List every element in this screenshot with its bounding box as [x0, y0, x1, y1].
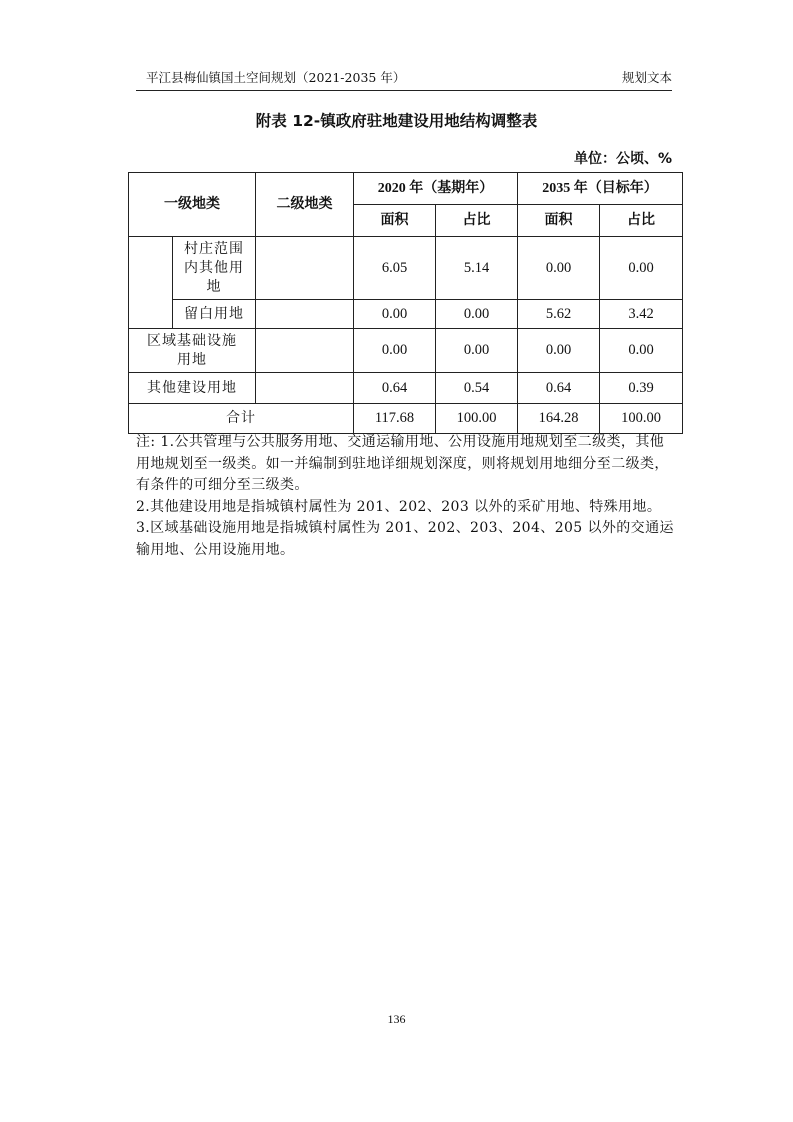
col-level1-header: 一级地类	[129, 173, 256, 237]
level1-sub-cell: 村庄范围内其他用地	[173, 237, 256, 300]
level2-cell	[256, 373, 354, 404]
area-2035-cell: 0.00	[518, 329, 600, 373]
table-row	[129, 237, 683, 300]
share-2020-cell: 0.00	[436, 329, 518, 373]
page-header	[136, 62, 672, 91]
area-2020-cell: 0.00	[354, 329, 436, 373]
header-doc-type: 规划文本	[621, 70, 672, 85]
share-2035-header: 占比	[600, 205, 683, 237]
area-2035-cell: 0.64	[518, 373, 600, 404]
share-2035-cell: 3.42	[600, 300, 683, 329]
col-2020-header: 2020 年（基期年）	[354, 173, 518, 205]
header-row-1	[129, 173, 683, 205]
share-2035-cell: 0.39	[600, 373, 683, 404]
level2-cell	[256, 329, 354, 373]
col-2035-header: 2035 年（目标年）	[518, 173, 683, 205]
level2-cell	[256, 300, 354, 329]
note-2: 2.其他建设用地是指城镇村属性为 201、202、203 以外的采矿用地、特殊用地。	[136, 498, 662, 515]
unit-label: 单位：公顷、%	[573, 151, 672, 167]
level1-cell: 区域基础设施用地	[129, 329, 256, 373]
col-level2-header: 二级地类	[256, 173, 354, 237]
note-1: 注: 1.公共管理与公共服务用地、交通运输用地、公用设施用地规划至二级类，其他用地规划至一级类。如一并编制到驻地详细规划深度，则将规划用地细分至二级类，有条件的可细分至三级类。	[136, 434, 669, 493]
share-2020-cell: 0.00	[436, 300, 518, 329]
note-3: 3.区域基础设施用地是指城镇村属性为 201、202、203、204、205 以外的交通运输用地、公用设施用地。	[136, 520, 674, 558]
total-label: 合计	[129, 404, 354, 434]
table-row	[129, 300, 683, 329]
area-2020-cell: 6.05	[354, 237, 436, 300]
table-notes	[136, 432, 676, 561]
area-2035-cell: 0.00	[518, 237, 600, 300]
area-2020-header: 面积	[354, 205, 436, 237]
total-share-2035: 100.00	[600, 404, 683, 434]
area-2035-cell: 5.62	[518, 300, 600, 329]
table-title: 附表 12-镇政府驻地建设用地结构调整表	[255, 112, 538, 130]
header-doc-title: 平江县梅仙镇国土空间规划（2021-2035 年）	[146, 70, 406, 85]
total-share-2020: 100.00	[436, 404, 518, 434]
area-2020-cell: 0.00	[354, 300, 436, 329]
land-structure-table	[128, 172, 683, 434]
area-2035-header: 面积	[518, 205, 600, 237]
level1-cell	[129, 237, 173, 329]
share-2035-cell: 0.00	[600, 237, 683, 300]
table-row	[129, 329, 683, 373]
page-number: 136	[387, 1012, 406, 1026]
level1-cell: 其他建设用地	[129, 373, 256, 404]
total-area-2035: 164.28	[518, 404, 600, 434]
total-row	[129, 404, 683, 434]
share-2020-header: 占比	[436, 205, 518, 237]
share-2020-cell: 0.54	[436, 373, 518, 404]
total-area-2020: 117.68	[354, 404, 436, 434]
share-2035-cell: 0.00	[600, 329, 683, 373]
area-2020-cell: 0.64	[354, 373, 436, 404]
level1-sub-cell: 留白用地	[173, 300, 256, 329]
share-2020-cell: 5.14	[436, 237, 518, 300]
level2-cell	[256, 237, 354, 300]
table-row	[129, 373, 683, 404]
